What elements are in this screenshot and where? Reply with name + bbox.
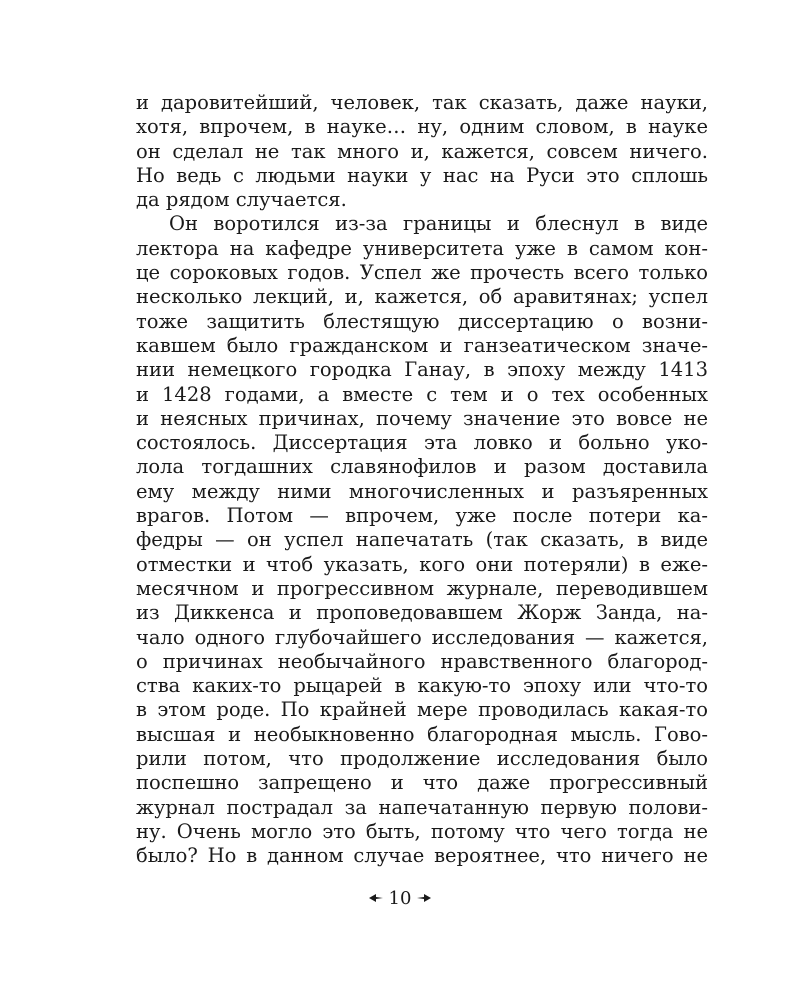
text-line: чало одного глубочайшего исследования — кажется,: [136, 625, 708, 649]
text-line: нии немецкого городка Ганау, в эпоху между 1413: [136, 358, 708, 382]
arrow-right-ornament-icon: [417, 893, 431, 903]
text-line: было? Но в данном случае вероятнее, что ничего не: [136, 844, 708, 868]
text-line: лектора на кафедре университета уже в самом кон-: [136, 236, 708, 260]
text-line: Он воротился из-за границы и блеснул в виде: [169, 212, 708, 236]
text-line: о причинах необычайного нравственного благород-: [136, 649, 708, 673]
text-line: рили потом, что продолжение исследования было: [136, 747, 708, 771]
text-line: и даровитейший, человек, так сказать, даже науки,: [136, 91, 708, 114]
text-line: врагов. Потом — впрочем, уже после потери ка-: [136, 504, 708, 528]
page-number: 10: [388, 887, 412, 909]
text-line: он сделал не так много и, кажется, совсем ничего.: [136, 139, 708, 163]
text-line: федры — он успел напечатать (так сказать, в виде: [136, 528, 708, 552]
text-line: несколько лекций, и, кажется, об аравитянах; успел: [136, 285, 708, 309]
text-line: отместки и чтоб указать, кого они потеряли) в еже-: [136, 552, 708, 576]
text-line: месячном и прогрессивном журнале, переводившем: [136, 576, 708, 600]
text-line: состоялось. Диссертация эта ловко и больно уко-: [136, 431, 708, 455]
text-line: да рядом случается.: [136, 188, 347, 212]
text-line: кавшем было гражданском и ганзеатическом значе-: [136, 333, 708, 357]
text-line: и 1428 годами, а вместе с тем и о тех особенных: [136, 382, 708, 406]
text-line: тоже защитить блестящую диссертацию о возни-: [136, 309, 708, 333]
arrow-left-ornament-icon: [369, 893, 383, 903]
text-line: журнал пострадал за напечатанную первую полови-: [136, 795, 708, 819]
text-line: ну. Очень могло это быть, потому что чего тогда не: [136, 819, 708, 843]
text-line: хотя, впрочем, в науке… ну, одним словом, в науке: [136, 115, 708, 139]
text-line: Но ведь с людьми науки у нас на Руси это сплошь: [136, 163, 708, 187]
text-line: высшая и необыкновенно благородная мысль. Гово-: [136, 722, 708, 746]
text-line: поспешно запрещено и что даже прогрессивный: [136, 771, 708, 795]
text-line: в этом роде. По крайней мере проводилась какая-то: [136, 698, 708, 722]
body-text: [136, 91, 708, 869]
text-line: из Диккенса и проповедовавшем Жорж Занда, на-: [136, 601, 708, 625]
text-line: це сороковых годов. Успел же прочесть всего только: [136, 261, 708, 285]
text-line: и неясных причинах, почему значение это вовсе не: [136, 406, 708, 430]
text-line: лола тогдашних славянофилов и разом доставила: [136, 455, 708, 479]
page-number-footer: [0, 884, 800, 912]
text-line: ему между ними многочисленных и разъяренных: [136, 479, 708, 503]
text-line: ства каких-то рыцарей в какую-то эпоху или что-то: [136, 674, 708, 698]
